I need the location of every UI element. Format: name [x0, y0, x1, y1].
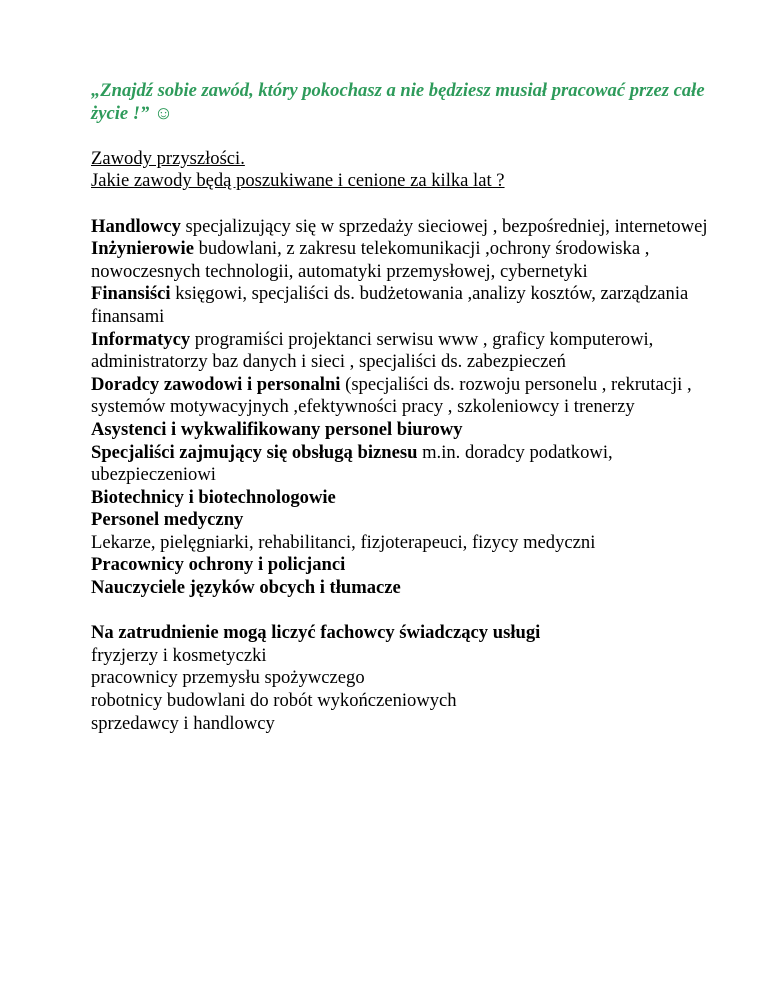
profession-description: m.in. doradcy podatkowi, ubezpieczeniowi — [91, 441, 613, 486]
service-item: robotnicy budowlani do robót wykończeniowych — [91, 690, 457, 712]
motto-quote — [91, 80, 711, 125]
profession-description: programiści projektanci serwisu www , graficy komputerowi, administratorzy baz danych i sieci , specjaliści ds. zabezpieczeń — [91, 328, 654, 373]
document-page — [91, 80, 711, 758]
profession-item — [91, 238, 711, 283]
service-item: pracownicy przemysłu spożywczego — [91, 667, 365, 689]
profession-description: księgowi, specjaliści ds. budżetowania ,analizy kosztów, zarządzania finansami — [91, 283, 689, 327]
profession-description: budowlani, z zakresu telekomunikacji ,ochrony środowiska , nowoczesnych technologii, automatyki przemysłowej, cybernetyki — [91, 238, 650, 282]
profession-title: Pracownicy ochrony i policjanci — [91, 554, 346, 576]
profession-item — [91, 216, 711, 239]
profession-item — [91, 442, 711, 487]
profession-title: Specjaliści zajmujący się obsługą biznesu — [91, 441, 418, 463]
professions-list — [91, 216, 711, 600]
service-item: sprzedawcy i handlowcy — [91, 712, 275, 734]
profession-item — [91, 509, 711, 532]
services-block — [91, 622, 711, 735]
profession-title: Finansiści — [91, 283, 171, 305]
smiley-icon: ☺ — [154, 102, 173, 124]
profession-item — [91, 329, 711, 374]
profession-title: Asystenci i wykwalifikowany personel biurowy — [91, 418, 463, 440]
profession-item — [91, 532, 711, 555]
profession-item — [91, 487, 711, 510]
profession-item — [91, 419, 711, 442]
heading-block — [91, 148, 711, 193]
profession-title: Handlowcy — [91, 215, 181, 237]
profession-title: Biotechnicy i biotechnologowie — [91, 486, 336, 508]
heading-title: Zawody przyszłości. — [91, 147, 245, 169]
profession-title: Inżynierowie — [91, 238, 194, 260]
profession-item — [91, 554, 711, 577]
profession-item — [91, 577, 711, 600]
quote-text: „Znajdź sobie zawód, który pokochasz a nie będziesz musiał pracować przez całe życie !” — [91, 80, 705, 124]
profession-description: specjalizujący się w sprzedaży sieciowej , bezpośredniej, internetowej — [180, 215, 708, 237]
profession-description: (specjaliści ds. rozwoju personelu , rekrutacji , systemów motywacyjnych ,efektywności pracy , szkoleniowcy i trenerzy — [91, 373, 692, 418]
profession-title: Informatycy — [91, 328, 191, 350]
profession-description: Lekarze, pielęgniarki, rehabilitanci, fizjoterapeuci, fizycy medyczni — [91, 531, 596, 553]
profession-item — [91, 283, 711, 328]
profession-title: Personel medyczny — [91, 509, 244, 531]
service-item: fryzjerzy i kosmetyczki — [91, 644, 267, 666]
profession-item — [91, 374, 711, 419]
services-heading: Na zatrudnienie mogą liczyć fachowcy świadczący usługi — [91, 622, 541, 644]
heading-question: Jakie zawody będą poszukiwane i cenione za kilka lat ? — [91, 170, 505, 192]
profession-title: Nauczyciele języków obcych i tłumacze — [91, 577, 401, 599]
profession-title: Doradcy zawodowi i personalni — [91, 373, 341, 395]
